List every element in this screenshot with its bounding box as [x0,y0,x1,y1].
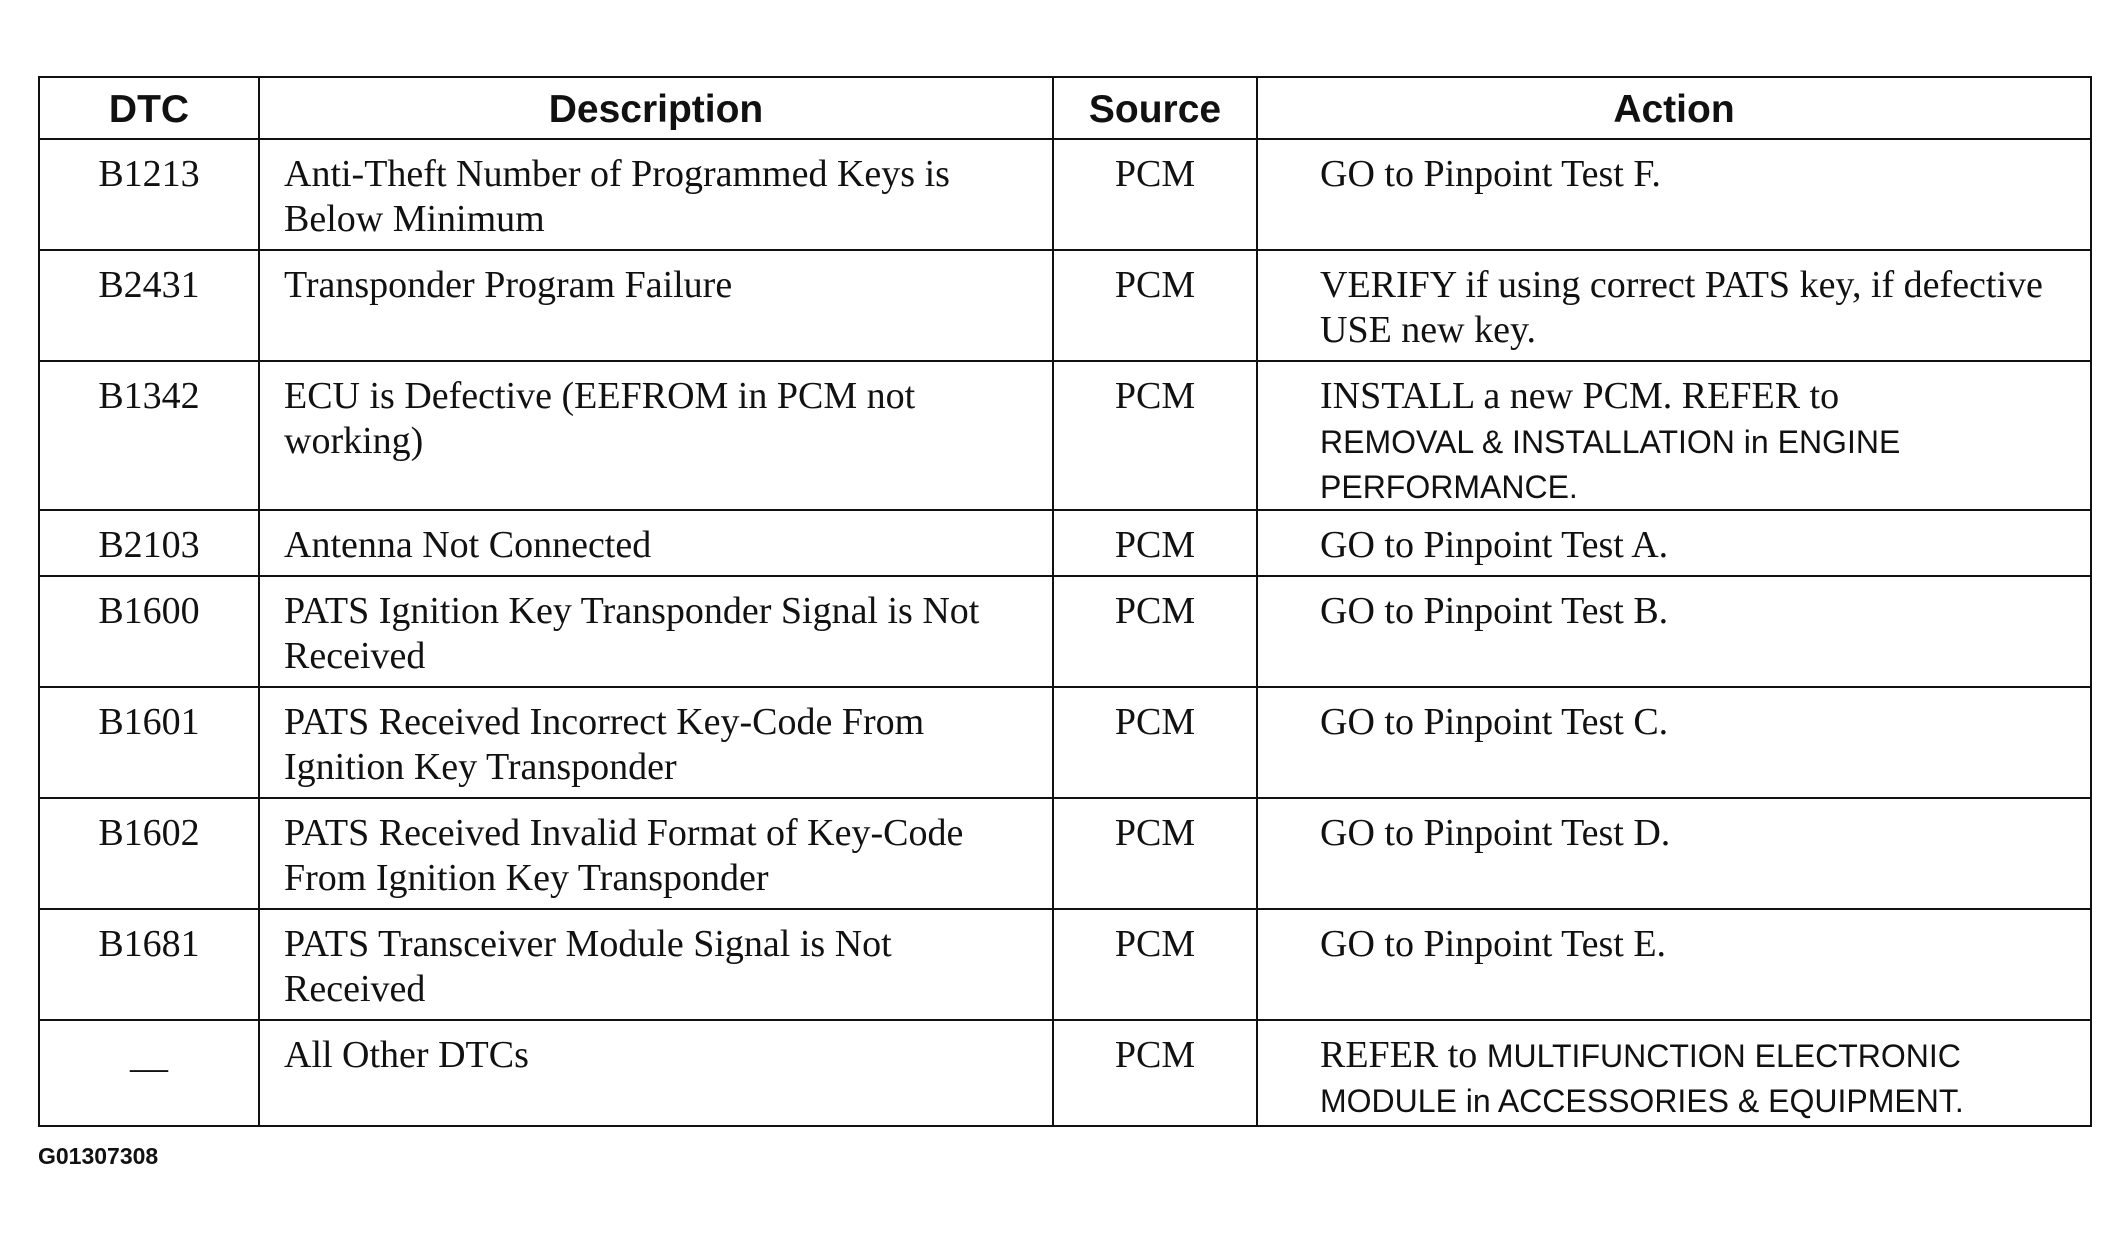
table-row [39,139,2091,250]
dtc-code: B1600 [39,576,259,687]
table-row [39,361,2091,510]
header-row [39,77,2091,139]
action-lead: GO to Pinpoint Test F. [1320,153,1661,195]
dtc-code: B2431 [39,250,259,361]
dtc-code: B1342 [39,361,259,510]
table-row [39,798,2091,909]
dtc-source: PCM [1053,576,1257,687]
dtc-source: PCM [1053,361,1257,510]
table-row [39,510,2091,576]
dtc-action [1257,139,2091,250]
dtc-description: PATS Received Invalid Format of Key-Code From Ignition Key Transponder [259,798,1053,909]
header-dtc: DTC [39,77,259,139]
dtc-action [1257,510,2091,576]
dtc-action [1257,1020,2091,1126]
dtc-action [1257,576,2091,687]
action-lead: GO to Pinpoint Test A. [1320,524,1669,566]
action-reference: REMOVAL & INSTALLATION in ENGINE PERFORMANCE. [1320,424,1901,505]
dtc-source: PCM [1053,510,1257,576]
action-lead: GO to Pinpoint Test B. [1320,590,1669,632]
dtc-source: PCM [1053,139,1257,250]
dtc-code: __ [39,1020,259,1126]
table-row [39,1020,2091,1126]
table-row [39,250,2091,361]
dtc-action [1257,798,2091,909]
action-lead: REFER to [1320,1034,1478,1076]
table-row [39,687,2091,798]
table-row [39,909,2091,1020]
dtc-description: PATS Transceiver Module Signal is Not Received [259,909,1053,1020]
dtc-source: PCM [1053,909,1257,1020]
action-lead: GO to Pinpoint Test E. [1320,923,1667,965]
action-lead: GO to Pinpoint Test C. [1320,701,1669,743]
dtc-code: B2103 [39,510,259,576]
dtc-code: B1681 [39,909,259,1020]
header-description: Description [259,77,1053,139]
dtc-action [1257,361,2091,510]
action-lead: INSTALL a new PCM. REFER to [1320,375,1840,417]
dtc-code: B1602 [39,798,259,909]
dtc-table [38,76,2092,1127]
dtc-description: PATS Received Incorrect Key-Code From Ignition Key Transponder [259,687,1053,798]
header-action: Action [1257,77,2091,139]
dtc-source: PCM [1053,1020,1257,1126]
dtc-source: PCM [1053,687,1257,798]
dtc-description: ECU is Defective (EEFROM in PCM not working) [259,361,1053,510]
action-lead: GO to Pinpoint Test D. [1320,812,1671,854]
dtc-description: All Other DTCs [259,1020,1053,1126]
dtc-source: PCM [1053,798,1257,909]
header-source: Source [1053,77,1257,139]
dtc-code: B1601 [39,687,259,798]
dtc-action [1257,909,2091,1020]
figure-id: G01307308 [38,1143,159,1169]
dtc-action [1257,250,2091,361]
action-lead: VERIFY if using correct PATS key, if defective USE new key. [1320,264,2043,351]
action-reference: MULTIFUNCTION ELECTRONIC MODULE in ACCESSORIES & EQUIPMENT. [1320,1038,1964,1119]
dtc-description: PATS Ignition Key Transponder Signal is Not Received [259,576,1053,687]
dtc-source: PCM [1053,250,1257,361]
dtc-description: Anti-Theft Number of Programmed Keys is Below Minimum [259,139,1053,250]
dtc-description: Antenna Not Connected [259,510,1053,576]
dtc-description: Transponder Program Failure [259,250,1053,361]
dtc-action [1257,687,2091,798]
dtc-code: B1213 [39,139,259,250]
table-row [39,576,2091,687]
